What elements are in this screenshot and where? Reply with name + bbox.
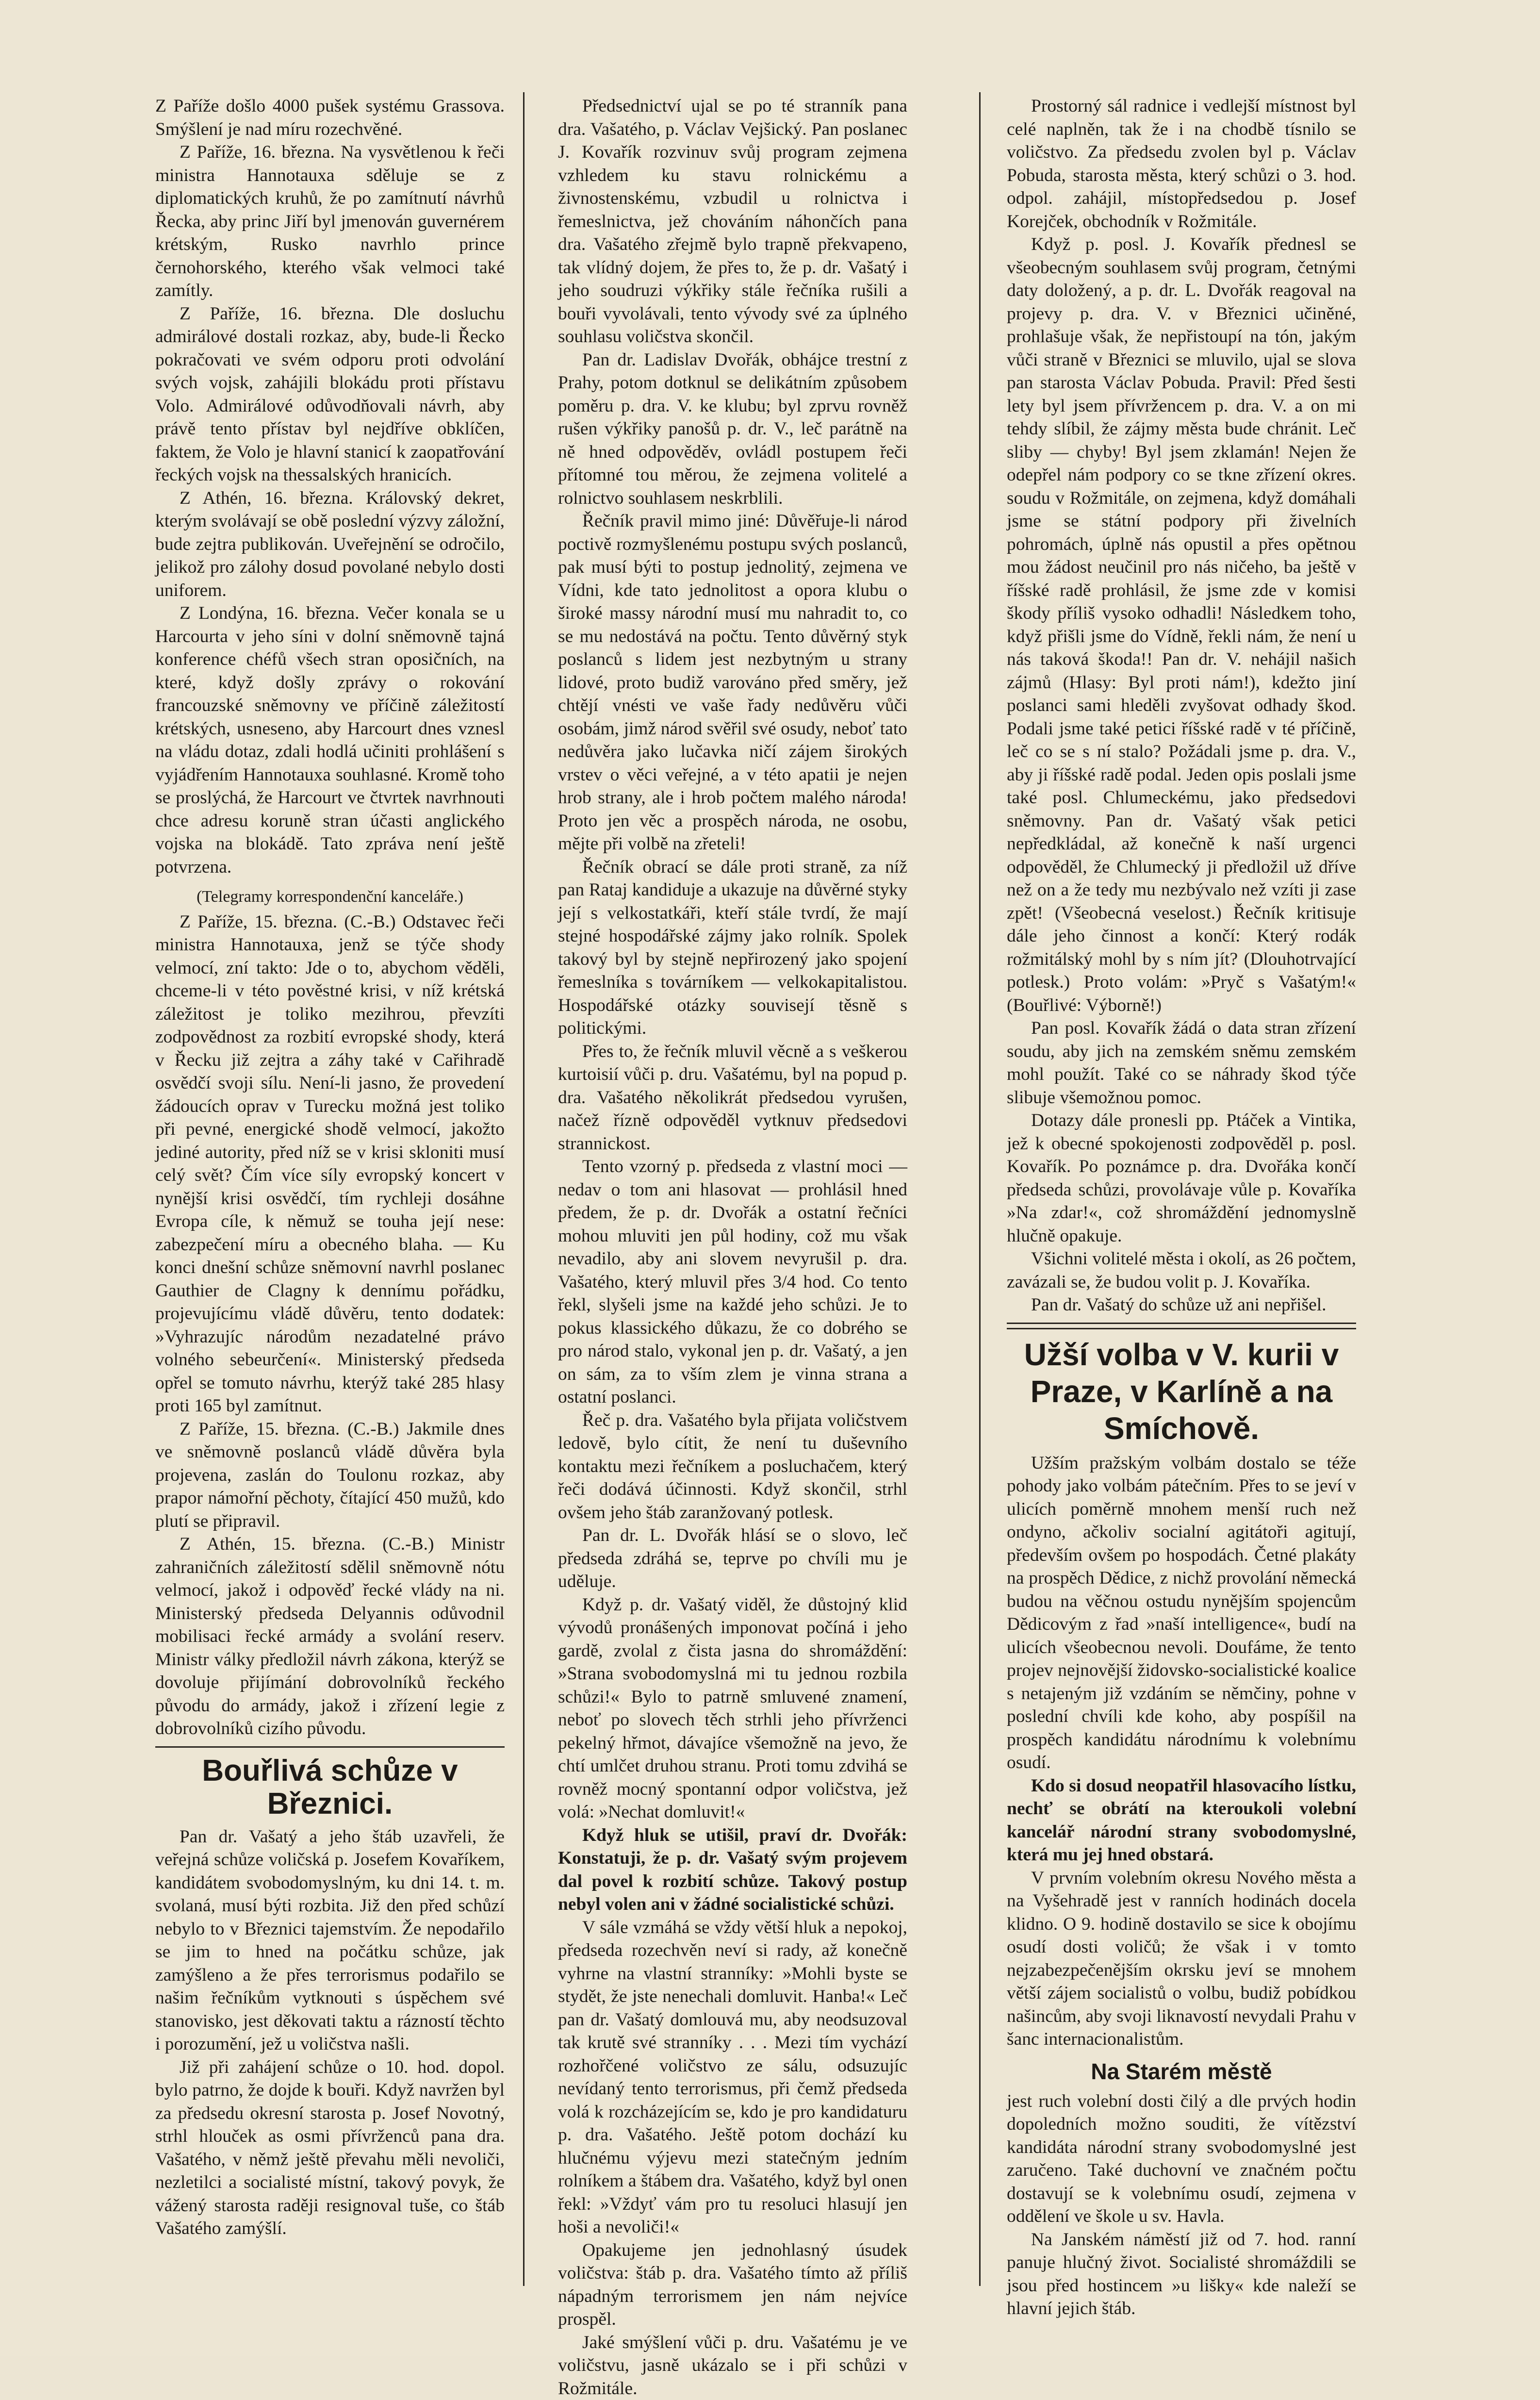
article-paragraph: Užším pražským volbám dostalo se téže pohody jako volbám pátečním. Přes to se jeví v ulicích poměrně mnohem menší ruch než ondyno, ačkoliv socialní agitátoři agitují, především ovšem po hospodách. Četné plakáty na prospěch Dědice, z nichž provolání německá budou na věčnou ostudu nynějším spojencům Dědicovým z řad »naší intelligence«, budí na ulicích všeobecnou nevoli. Doufáme, že tento projev nejnovější židovsko-socialistické koalice s netajeným již vzdáním se němčiny, pohne v poslední chvíli kde koho, aby pospíšil na prospěch kandidátu národnímu k volebnímu osudí.: [1007, 1452, 1356, 1774]
article-paragraph: Dotazy dále pronesli pp. Ptáček a Vintika, jež k obecné spokojenosti zodpověděl p. posl. Kovařík. Po poznámce p. dra. Dvořáka končí předseda schůzi, provolávaje vůle p. Kovaříka »Na zdar!«, což shromáždění jednomyslně hlučně opakuje.: [1007, 1109, 1356, 1247]
article-paragraph: Kdo si dosud neopatřil hlasovacího lístku, nechť se obrátí na kteroukoli volební kancelář národní strany svobodomyslné, která mu jej hned obstará.: [1007, 1774, 1356, 1867]
section-title: Užší volba v V. kurii v Praze, v Karlíně a na Smíchově.: [1007, 1336, 1356, 1447]
news-paragraph: Z Paříže, 16. března. Na vysvětlenou k řeči ministra Hannotauxa sděluje se z diplomatických kruhů, že po zamítnutí návrhů Řecka, aby princ Jiří byl jmenován guvernérem krétským, Rusko navrhlo prince černohorského, kterého však velmoci také zamítly.: [155, 141, 505, 302]
column-2: [558, 95, 907, 2298]
article-paragraph: Předsednictví ujal se po té stranník pana dra. Vašatého, p. Václav Vejšický. Pan poslanec J. Kovařík rozvinuv svůj program zejmena vzhledem ku stavu rolnickému a živnostenskému, vzbudil u rolnictva i řemeslnictva, jež chováním náhončích pana dra. Vašatého zřejmě bylo trapně překvapeno, tak vlídný dojem, že přes to, že p. dr. Vašatý i jeho soudruzi výkřiky stále řečníka rušili a bouři vyvolávali, tento vývody své za úplného souhlasu voličstva skončil.: [558, 95, 907, 348]
news-paragraph: Z Paříže, 15. března. (C.-B.) Jakmile dnes ve sněmovně poslanců vládě důvěra byla projevena, zaslán do Toulonu rozkaz, aby prapor námořní pěchoty, čítající 450 mužů, kdo plutí se připravil.: [155, 1418, 505, 1533]
telegram-note: (Telegramy korrespondenční kanceláře.): [155, 885, 505, 909]
article-paragraph: Pan dr. Ladislav Dvořák, obhájce trestní z Prahy, potom dotknul se delikátním způsobem poměru p. dra. V. ke klubu; byl zprvu rovněž rušen výkřiky panošů p. dr. V., leč parátně na ně hned odpověděv, ovládl postupem řeči přítomné tou měrou, že zejmena volitelé a rolnictvo souhlasem neskrblili.: [558, 348, 907, 510]
news-paragraph: Z Paříže došlo 4000 pušek systému Grassova. Smýšlení je nad míru rozechvěné.: [155, 95, 505, 141]
article-paragraph: Když p. dr. Vašatý viděl, že důstojný klid vývodů pronášených imponovat počíná i jeho gardě, zvolal z čista jasna do shromáždění: »Strana svobodomyslná mi tu jednou rozbila schůzi!« Bylo to patrně smluvené znamení, neboť po slovech těch strhli jeho přívrženci pekelný hřmot, dávajíce všemožně na jevo, že chtí umlčet druhou stranu. Proti tomu zdvihá se rovněž mocný spontanní odpor voličstva, jež volá: »Nechat domluvit!«: [558, 1593, 907, 1824]
article-paragraph: Již při zahájení schůze o 10. hod. dopol. bylo patrno, že dojde k bouři. Když navržen byl za předsedu okresní starosta p. Josef Novotný, strhl hlouček as osmi přívrženců pana dra. Vašatého, v němž ještě převahu měli nevoliči, nezletilci a socialisté místní, takový povyk, že vážený starosta raději resignoval tuše, co štáb Vašatého zamýšlí.: [155, 2056, 505, 2240]
column-divider: [979, 92, 981, 2286]
news-paragraph: Z Athén, 15. března. (C.-B.) Ministr zahraničních záležitostí sdělil sněmovně nótu velmocí, jakož i odpověď řecké vlády na ni. Ministerský předseda Delyannis odůvodnil mobilisaci řecké armády a svolání reserv. Ministr války předložil návrh zákona, kterýž se dovoluje přijímání dobrovolníků řeckého původu do armády, jakož i zřízení legie z dobrovolníků cizího původu.: [155, 1533, 505, 1740]
article-paragraph: Prostorný sál radnice i vedlejší místnost byl celé naplněn, tak že i na chodbě tísnilo se voličstvo. Za předsedu zvolen byl p. Václav Pobuda, starosta města, který schůzi o 3. hod. odpol. zahájil, místopředsedou p. Josef Korejček, obchodník v Rožmitále.: [1007, 95, 1356, 233]
article-paragraph: Pan dr. L. Dvořák hlásí se o slovo, leč předseda zdráhá se, teprve po chvíli mu je uděluje.: [558, 1524, 907, 1593]
subsection-title: Na Starém městě: [1007, 2058, 1356, 2085]
column-3: [1007, 95, 1356, 2298]
article-paragraph: Když p. posl. J. Kovařík přednesl se všeobecným souhlasem svůj program, četnými daty doložený, a p. dr. L. Dvořák reagoval na projevy p. dra. V. v Březnici učiněné, prohlašuje však, že nepřistoupí na tón, jakým vůči straně v Březnici se mluvilo, ujal se slova pan starosta Václav Pobuda. Pravil: Před šesti lety byl jsem přívržencem p. dra. V. a on mi tehdy slíbil, že zájmy města bude chránit. Leč sliby — chyby! Byl jsem zklamán! Nejen že odepřel nám podpory co se tkne zřízení okres. soudu v Rožmitále, on zejmena, když domáhali jsme se státní podpory při živelních pohromách, úplně nás opustil a přes opětnou mou žádost neučinil pro nás ničeho, ba ještě v říšské radě prohlásil, že jsme zde v komisi škody příliš vysoko odhadli! Následkem toho, když přišli jsme do Vídně, řekli nám, že není u nás taková škoda!! Pan dr. V. nehájil našich zájmů (Hlasy: Byl proti nám!), kdežto jiní poslanci sami hleděli zvyšovat odhady škod. Podali jsme také petici říšské radě v té příčině, leč co se s ní stalo? Požádali jsme p. dra. V., aby ji říšské radě podal. Jeden opis poslali jsme také posl. Chlumeckému, jako předsedovi sněmovny. Pan dr. Vašatý však petici nepředkládal, až konečně k naší urgenci odpověděl, že Chlumecký ji předložil už dříve než on a že tedy mu nezbývalo než vzíti ji zase zpět! (Všeobecná veselost.) Řečník kritisuje dále jeho činnost a končí: Který rodák rožmitálský mohl by s ním jít? (Dlouhotrvající potlesk.) Proto volám: »Pryč s Vašatým!« (Bouřlivé: Výborně!): [1007, 233, 1356, 1017]
section-rule: [155, 1746, 505, 1748]
news-paragraph: Z Paříže, 15. března. (C.-B.) Odstavec řeči ministra Hannotauxa, jenž se týče shody velmocí, zní takto: Jde o to, abychom věděli, chceme-li v této pověstné krisi, v níž krétská záležitost je toliko mezihrou, převzíti zodpovědnost za rozbití evropské shody, která v Řecku již zejtra a záhy také v Cařihradě osvědčí svoji sílu. Není-li jasno, že provedení žádoucích oprav v Turecku možná jest toliko při pevné, energické shodě velmocí, jakožto jediné autority, před níž se v krisi skloniti musí celý svět? Čím více síly evropský koncert v nynější krisi osvědčí, tím rychleji dosáhne Evropa cíle, k němuž se touha její nese: zabezpečení míru a obecného blaha. — Ku konci dnešní schůze sněmovní navrhl poslanec Gauthier de Clagny k dennímu pořádku, projevujícímu vládě důvěru, tento dodatek: »Vyhrazujíc národům nezadatelné právo volného sebeurčení«. Ministerský předseda opřel se tomuto návrhu, kterýž také 285 hlasy proti 165 byl zamítnut.: [155, 910, 505, 1418]
article-paragraph: Jaké smýšlení vůči p. dru. Vašatému je ve voličstvu, jasně ukázalo se i při schůzi v Rožmitále.: [558, 2331, 907, 2400]
column-1: [155, 95, 505, 2298]
article-paragraph: Pan dr. Vašatý do schůze už ani nepřišel.: [1007, 1293, 1356, 1317]
article-paragraph: Když hluk se utišil, praví dr. Dvořák: Konstatuji, že p. dr. Vašatý svým projevem dal povel k rozbití schůze. Takový postup nebyl volen ani v žádné socialistické schůzi.: [558, 1824, 907, 1916]
news-paragraph: Z Londýna, 16. března. Večer konala se u Harcourta v jeho síni v dolní sněmovně tajná konference chéfů všech stran oposičních, na které, když došly zprávy o rokování francouzské sněmovny ve příčině záležitostí krétských, usneseno, aby Harcourt dnes vznesl na vládu dotaz, zdali hodlá učiniti prohlášení s vyjádřením Hannotauxa souhlasné. Kromě toho se proslýchá, že Harcourt ve čtvrtek navrhnouti chce adresu koruně stran účasti anglického vojska na blokádě. Tato zpráva není ještě potvrzena.: [155, 602, 505, 878]
section-title: Bouřlivá schůze v Březnici.: [155, 1754, 505, 1821]
article-paragraph: Na Janském náměstí již od 7. hod. ranní panuje hlučný život. Socialisté shromáždili se jsou před hostincem »u lišky« kde naleží se hlavní jejich štáb.: [1007, 2228, 1356, 2320]
news-paragraph: Z Paříže, 16. března. Dle dosluchu admirálové dostali rozkaz, aby, bude-li Řecko pokračovati ve svém odporu proti odvolání svých vojsk, zahájili blokádu proti přístavu Volo. Admirálové odůvodňovali návrh, aby právě tento přístav byl nejdříve obklíčen, faktem, že Volo je hlavní stanicí k zaopatřování řeckých vojsk na thessalských hranicích.: [155, 302, 505, 487]
news-paragraph: Z Athén, 16. března. Královský dekret, kterým svolávají se obě poslední výzvy záložní, bude zejtra publikován. Uveřejnění se odročilo, jelikož pro zálohy dosud povolané nebylo dosti uniforem.: [155, 487, 505, 602]
article-paragraph: Pan dr. Vašatý a jeho štáb uzavřeli, že veřejná schůze voličská p. Josefem Kovaříkem, kandidátem svobodomyslným, ku dni 14. t. m. svolaná, musí býti rozbita. Již den před schůzí nebylo to v Březnici tajemstvím. Že nepodařilo se jim to hned na počátku schůze, jak zamýšleno a že přes terrorismus podařilo se našim řečníkům vytknouti s úspěchem své stanovisko, jest děkovati taktu a rázností těchto i porozumění, jež u voličstva našli.: [155, 1825, 505, 2056]
article-paragraph: V sále vzmáhá se vždy větší hluk a nepokoj, předseda rozechvěn neví si rady, až konečně vyhrne na vlastní stranníky: »Mohli byste se stydět, že jste nenechali domluvit. Hanba!« Leč pan dr. Vašatý domlouvá mu, aby neodsuzoval tak krutě své stranníky . . . Mezi tím vychází rozhořčené voličstvo ze sálu, odsuzujíc nevídaný tento terrorismus, při čemž předseda volá k rozcházejícím se, kdo je pro kandidaturu p. dra. Vašatého. Ještě potom dochází ku hlučnému výjevu mezi statečným jedním rolníkem a štábem dra. Vašatého, když byl onen řekl: »Vždyť vám pro tu resoluci hlasují jen hoši a nevoliči!«: [558, 1916, 907, 2239]
article-paragraph: Všichni volitelé města i okolí, as 26 počtem, zavázali se, že budou volit p. J. Kovaříka.: [1007, 1247, 1356, 1293]
section-rule: [1007, 1323, 1356, 1329]
article-paragraph: Pan posl. Kovařík žádá o data stran zřízení soudu, aby jich na zemském sněmu zemském mohl použít. Také co se náhrady škod týče slibuje všemožnou pomoc.: [1007, 1017, 1356, 1109]
article-paragraph: Řeč p. dra. Vašatého byla přijata voličstvem ledově, bylo cítit, že není tu duševního kontaktu mezi řečníkem a posluchačem, který řeči dodává účinnosti. Když skončil, strhl ovšem jeho štáb zaranžovaný potlesk.: [558, 1409, 907, 1524]
article-paragraph: jest ruch volební dosti čilý a dle prvých hodin dopoledních možno souditi, že vítězství kandidáta národní strany svobodomyslné jest zaručeno. Také duchovní ve značném počtu dostavují se k volebnímu osudí, zejmena v oddělení ve škole u sv. Havla.: [1007, 2090, 1356, 2228]
article-paragraph: Řečník pravil mimo jiné: Důvěřuje-li národ poctivě rozmyšlenému postupu svých poslanců, pak musí býti to postup jednolitý, zejmena ve Vídni, kde tato jednolitost a opora klubu o široké massy národní musí mu nahradit to, co se mu nedostává na počtu. Tento důvěrný styk poslanců s lidem jest nezbytným u strany lidové, proto budiž varováno před směry, jež chtějí vnésti ve vaše řady nedůvěru vůči osobám, jimž národ svěřil své osudy, neboť tato nedůvěra jako lučavka ničí zájem širokých vrstev o věci veřejné, a v této apatii je nejen hrob strany, ale i hrob počtem malého národa! Proto jen věc a prospěch národa, ne osobu, mějte při volbě na zřeteli!: [558, 510, 907, 856]
article-paragraph: Opakujeme jen jednohlasný úsudek voličstva: štáb p. dra. Vašatého tímto až příliš nápadným terrorismem jen nám nejvíce prospěl.: [558, 2239, 907, 2331]
article-paragraph: Tento vzorný p. předseda z vlastní moci — nedav o tom ani hlasovat — prohlásil hned předem, že p. dr. Dvořák a ostatní řečníci mohou mluviti jen půl hodiny, což mu však nevadilo, aby ani slovem nevyrušil p. dra. Vašatého, který mluvil přes 3/4 hod. Co tento řekl, slyšeli jsme na každé jeho schůzi. Je to pokus klassického důkazu, že co dobrého se pro národ stalo, vykonal jen p. dr. Vašatý, a jen on sám, za to vším zlem je vinna strana a ostatní poslanci.: [558, 1155, 907, 1409]
article-paragraph: Řečník obrací se dále proti straně, za níž pan Rataj kandiduje a ukazuje na důvěrné styky její s velkostatkáři, kteří stále tvrdí, že mají stejné hospodářské zájmy jako rolník. Spolek takový byl by stejně nepřirozený jako spojení řemeslníka s továrníkem — velkokapitalistou. Hospodářské otázky souvisejí těsně s politickými.: [558, 856, 907, 1040]
article-paragraph: V prvním volebním okresu Nového města a na Vyšehradě jest v ranních hodinách docela klidno. O 9. hodině dostavilo se sice k obojímu osudí dosti voličů; že však i v tomto nejzabezpečenějším okrsku jeví se mnohem větší zájem socialistů o volbu, budiž pobídkou našincům, aby svoji liknavostí nevydali Prahu v šanc internacionalistům.: [1007, 1867, 1356, 2051]
column-divider: [523, 92, 524, 2286]
article-paragraph: Přes to, že řečník mluvil věcně a s veškerou kurtoisií vůči p. dru. Vašatému, byl na popud p. dra. Vašatého několikrát předsedou vyrušen, načež řízně odpověděl vytknuv předsedovi strannickost.: [558, 1040, 907, 1156]
